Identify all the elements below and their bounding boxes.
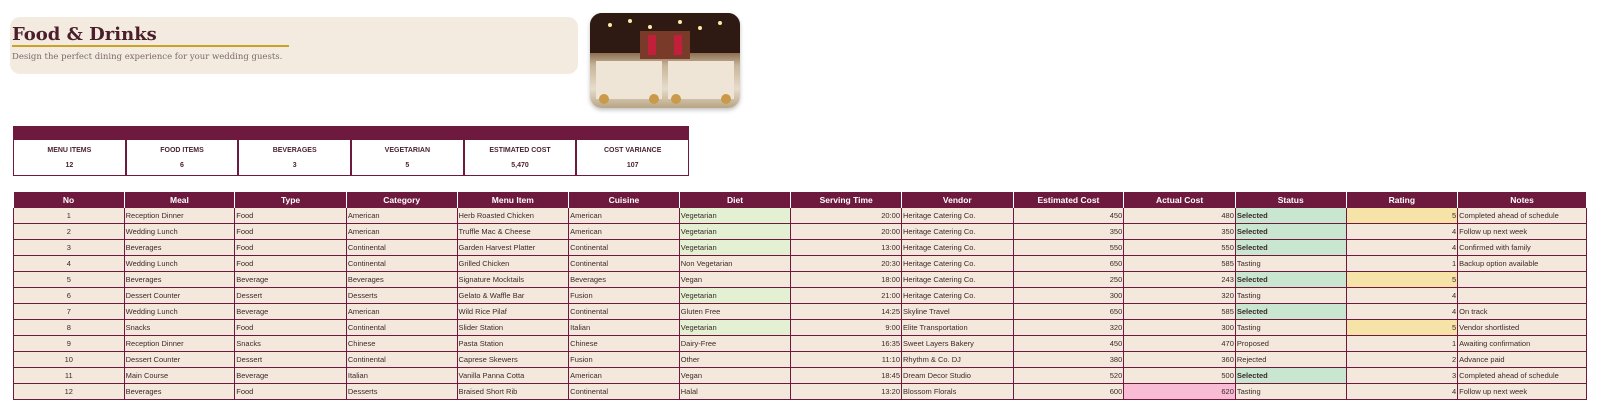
column-header[interactable]: Status [1235, 192, 1346, 208]
kpi-menu-items [13, 140, 126, 176]
cell-meal[interactable]: Beverages [124, 240, 235, 256]
cell-status[interactable]: Selected [1235, 272, 1346, 288]
kpi-beverages [238, 140, 351, 176]
cell-notes[interactable]: Completed ahead of schedule [1458, 208, 1587, 224]
cell-menu-item[interactable]: Pasta Station [457, 336, 569, 352]
table-header-row [14, 192, 1587, 208]
cell-serving-time[interactable]: 9:00 [791, 320, 902, 336]
cell-diet[interactable]: Other [679, 352, 791, 368]
cell-no[interactable]: 12 [14, 384, 125, 400]
cell-category[interactable]: Beverages [346, 272, 457, 288]
cell-status[interactable]: Proposed [1235, 336, 1346, 352]
cell-no[interactable]: 4 [14, 256, 125, 272]
kpi-band [13, 126, 689, 140]
cell-notes[interactable]: Completed ahead of schedule [1458, 368, 1587, 384]
cell-no[interactable]: 6 [14, 288, 125, 304]
banquet-image-icon [590, 13, 740, 108]
cell-diet[interactable]: Dairy-Free [679, 336, 791, 352]
cell-cuisine[interactable]: Continental [569, 240, 680, 256]
kpi-label: COST VARIANCE [603, 147, 662, 154]
cell-vendor[interactable]: Heritage Catering Co. [902, 288, 1014, 304]
cell-meal[interactable]: Wedding Lunch [124, 224, 235, 240]
column-header[interactable]: Diet [679, 192, 791, 208]
table-row[interactable] [14, 304, 1587, 320]
cell-cuisine[interactable]: Fusion [569, 352, 680, 368]
cell-no[interactable]: 11 [14, 368, 125, 384]
cell-estimated-cost[interactable]: 650 [1013, 304, 1124, 320]
cell-serving-time[interactable]: 18:45 [791, 368, 902, 384]
cell-cuisine[interactable]: Italian [569, 320, 680, 336]
cell-status[interactable]: Tasting [1235, 320, 1346, 336]
cell-no[interactable]: 8 [14, 320, 125, 336]
cell-cuisine[interactable]: Continental [569, 256, 680, 272]
cell-meal[interactable]: Dessert Counter [124, 352, 235, 368]
cell-category[interactable]: Desserts [346, 384, 457, 400]
cell-menu-item[interactable]: Caprese Skewers [457, 352, 569, 368]
cell-diet[interactable]: Vegetarian [679, 288, 791, 304]
cell-rating[interactable]: 4 [1346, 224, 1458, 240]
cell-no[interactable]: 1 [14, 208, 125, 224]
cell-estimated-cost[interactable]: 250 [1013, 272, 1124, 288]
cell-estimated-cost[interactable]: 450 [1013, 208, 1124, 224]
cell-rating[interactable]: 1 [1346, 336, 1458, 352]
cell-actual-cost[interactable]: 320 [1124, 288, 1236, 304]
table-row[interactable] [14, 320, 1587, 336]
cell-serving-time[interactable]: 16:35 [791, 336, 902, 352]
cell-status[interactable]: Selected [1235, 304, 1346, 320]
table-row[interactable] [14, 288, 1587, 304]
cell-notes[interactable] [1458, 272, 1587, 288]
cell-type[interactable]: Food [235, 256, 347, 272]
cell-meal[interactable]: Reception Dinner [124, 208, 235, 224]
kpi-value: 3 [292, 162, 297, 169]
cell-estimated-cost[interactable]: 520 [1013, 368, 1124, 384]
cell-no[interactable]: 9 [14, 336, 125, 352]
banquet-photo [590, 13, 740, 108]
table-body [14, 208, 1587, 400]
cell-category[interactable]: American [346, 224, 457, 240]
cell-notes[interactable] [1458, 288, 1587, 304]
cell-type[interactable]: Food [235, 384, 347, 400]
cell-diet[interactable]: Halal [679, 384, 791, 400]
cell-actual-cost[interactable]: 500 [1124, 368, 1236, 384]
cell-no[interactable]: 3 [14, 240, 125, 256]
cell-rating[interactable]: 5 [1346, 208, 1458, 224]
kpi-vegetarian [351, 140, 464, 176]
cell-actual-cost[interactable]: 620 [1124, 384, 1236, 400]
cell-meal[interactable]: Wedding Lunch [124, 256, 235, 272]
cell-cuisine[interactable]: American [569, 208, 680, 224]
cell-estimated-cost[interactable]: 350 [1013, 224, 1124, 240]
cell-menu-item[interactable]: Wild Rice Pilaf [457, 304, 569, 320]
cell-type[interactable]: Snacks [235, 336, 347, 352]
kpi-label: FOOD ITEMS [160, 147, 204, 154]
cell-type[interactable]: Beverage [235, 368, 347, 384]
cell-diet[interactable]: Gluten Free [679, 304, 791, 320]
cell-status[interactable]: Tasting [1235, 384, 1346, 400]
cell-vendor[interactable]: Dream Decor Studio [902, 368, 1014, 384]
cell-vendor[interactable]: Blossom Florals [902, 384, 1014, 400]
cell-rating[interactable]: 3 [1346, 368, 1458, 384]
cell-estimated-cost[interactable]: 550 [1013, 240, 1124, 256]
table-row[interactable] [14, 224, 1587, 240]
cell-type[interactable]: Dessert [235, 352, 347, 368]
cell-serving-time[interactable]: 11:10 [791, 352, 902, 368]
cell-menu-item[interactable]: Braised Short Rib [457, 384, 569, 400]
cell-meal[interactable]: Beverages [124, 384, 235, 400]
cell-notes[interactable]: Backup option available [1458, 256, 1587, 272]
cell-actual-cost[interactable]: 585 [1124, 256, 1236, 272]
table-row[interactable] [14, 256, 1587, 272]
cell-diet[interactable]: Vegan [679, 368, 791, 384]
cell-notes[interactable]: Confirmed with family [1458, 240, 1587, 256]
cell-cuisine[interactable]: Fusion [569, 288, 680, 304]
cell-category[interactable]: American [346, 208, 457, 224]
column-header[interactable]: Estimated Cost [1013, 192, 1124, 208]
cell-diet[interactable]: Vegetarian [679, 224, 791, 240]
cell-menu-item[interactable]: Slider Station [457, 320, 569, 336]
cell-vendor[interactable]: Heritage Catering Co. [902, 256, 1014, 272]
cell-category[interactable]: Chinese [346, 336, 457, 352]
table-row[interactable] [14, 240, 1587, 256]
kpi-value: 5,470 [511, 162, 529, 169]
cell-menu-item[interactable]: Gelato & Waffle Bar [457, 288, 569, 304]
cell-vendor[interactable]: Heritage Catering Co. [902, 240, 1014, 256]
cell-menu-item[interactable]: Vanilla Panna Cotta [457, 368, 569, 384]
kpi-label: BEVERAGES [272, 147, 317, 154]
column-header[interactable]: Cuisine [569, 192, 680, 208]
cell-menu-item[interactable]: Herb Roasted Chicken [457, 208, 569, 224]
cell-menu-item[interactable]: Truffle Mac & Cheese [457, 224, 569, 240]
cell-vendor[interactable]: Heritage Catering Co. [902, 272, 1014, 288]
cell-vendor[interactable]: Heritage Catering Co. [902, 224, 1014, 240]
cell-cuisine[interactable]: Continental [569, 384, 680, 400]
cell-no[interactable]: 5 [14, 272, 125, 288]
cell-serving-time[interactable]: 21:00 [791, 288, 902, 304]
table-row[interactable] [14, 208, 1587, 224]
cell-status[interactable]: Tasting [1235, 256, 1346, 272]
cell-actual-cost[interactable]: 550 [1124, 240, 1236, 256]
cell-notes[interactable]: Follow up next week [1458, 224, 1587, 240]
cell-estimated-cost[interactable]: 450 [1013, 336, 1124, 352]
kpi-estimated-cost [464, 140, 577, 176]
cell-rating[interactable]: 1 [1346, 256, 1458, 272]
cell-vendor[interactable]: Rhythm & Co. DJ [902, 352, 1014, 368]
cell-category[interactable]: Italian [346, 368, 457, 384]
cell-type[interactable]: Food [235, 224, 347, 240]
cell-vendor[interactable]: Skyline Travel [902, 304, 1014, 320]
cell-notes[interactable]: On track [1458, 304, 1587, 320]
cell-cuisine[interactable]: Continental [569, 304, 680, 320]
cell-meal[interactable]: Beverages [124, 272, 235, 288]
column-header[interactable]: Rating [1346, 192, 1458, 208]
cell-serving-time[interactable]: 13:20 [791, 384, 902, 400]
cell-category[interactable]: Continental [346, 320, 457, 336]
cell-meal[interactable]: Dessert Counter [124, 288, 235, 304]
cell-vendor[interactable]: Sweet Layers Bakery [902, 336, 1014, 352]
cell-type[interactable]: Beverage [235, 272, 347, 288]
cell-estimated-cost[interactable]: 320 [1013, 320, 1124, 336]
kpi-label: MENU ITEMS [47, 147, 92, 154]
kpi-row [13, 140, 689, 176]
cell-no[interactable]: 7 [14, 304, 125, 320]
cell-rating[interactable]: 4 [1346, 240, 1458, 256]
cell-notes[interactable]: Advance paid [1458, 352, 1587, 368]
cell-serving-time[interactable]: 18:00 [791, 272, 902, 288]
column-header[interactable]: Actual Cost [1124, 192, 1236, 208]
cell-serving-time[interactable]: 20:00 [791, 224, 902, 240]
cell-estimated-cost[interactable]: 650 [1013, 256, 1124, 272]
column-header[interactable]: Category [346, 192, 457, 208]
cell-rating[interactable]: 4 [1346, 304, 1458, 320]
cell-notes[interactable]: Awaiting confirmation [1458, 336, 1587, 352]
cell-vendor[interactable]: Elite Transportation [902, 320, 1014, 336]
cell-diet[interactable]: Non Vegetarian [679, 256, 791, 272]
cell-vendor[interactable]: Heritage Catering Co. [902, 208, 1014, 224]
cell-status[interactable]: Selected [1235, 224, 1346, 240]
food-drinks-table [13, 192, 1587, 400]
cell-status[interactable]: Selected [1235, 240, 1346, 256]
cell-menu-item[interactable]: Garden Harvest Platter [457, 240, 569, 256]
cell-menu-item[interactable]: Grilled Chicken [457, 256, 569, 272]
kpi-value: 107 [626, 162, 639, 169]
cell-status[interactable]: Selected [1235, 208, 1346, 224]
kpi-value: 12 [65, 162, 74, 169]
table-row[interactable] [14, 336, 1587, 352]
table-row[interactable] [14, 368, 1587, 384]
column-header[interactable]: Vendor [902, 192, 1014, 208]
cell-rating[interactable]: 5 [1346, 272, 1458, 288]
table-row[interactable] [14, 352, 1587, 368]
page-subtitle: Design the perfect dining experience for your wedding guests. [12, 52, 283, 62]
cell-category[interactable]: Desserts [346, 288, 457, 304]
cell-serving-time[interactable]: 14:25 [791, 304, 902, 320]
cell-actual-cost[interactable]: 360 [1124, 352, 1236, 368]
header-card [10, 17, 578, 74]
cell-diet[interactable]: Vegetarian [679, 240, 791, 256]
column-header[interactable]: No [14, 192, 125, 208]
page-title: Food & Drinks [12, 24, 157, 45]
kpi-value: 6 [180, 162, 184, 169]
cell-actual-cost[interactable]: 470 [1124, 336, 1236, 352]
cell-estimated-cost[interactable]: 300 [1013, 288, 1124, 304]
cell-diet[interactable]: Vegetarian [679, 208, 791, 224]
cell-cuisine[interactable]: Beverages [569, 272, 680, 288]
cell-cuisine[interactable]: Chinese [569, 336, 680, 352]
cell-actual-cost[interactable]: 585 [1124, 304, 1236, 320]
cell-cuisine[interactable]: American [569, 224, 680, 240]
cell-rating[interactable]: 2 [1346, 352, 1458, 368]
cell-category[interactable]: Continental [346, 352, 457, 368]
cell-notes[interactable]: Follow up next week [1458, 384, 1587, 400]
title-underline [12, 45, 289, 47]
kpi-cost-variance [576, 140, 689, 176]
kpi-food-items [126, 140, 239, 176]
cell-category[interactable]: American [346, 304, 457, 320]
column-header[interactable]: Type [235, 192, 347, 208]
kpi-value: 5 [405, 162, 410, 169]
table-row[interactable] [14, 272, 1587, 288]
table-row[interactable] [14, 384, 1587, 400]
cell-no[interactable]: 2 [14, 224, 125, 240]
cell-cuisine[interactable]: American [569, 368, 680, 384]
cell-rating[interactable]: 4 [1346, 288, 1458, 304]
cell-serving-time[interactable]: 13:00 [791, 240, 902, 256]
column-header[interactable]: Serving Time [791, 192, 902, 208]
cell-actual-cost[interactable]: 480 [1124, 208, 1236, 224]
kpi-label: VEGETARIAN [384, 147, 431, 154]
cell-actual-cost[interactable]: 350 [1124, 224, 1236, 240]
column-header[interactable]: Meal [124, 192, 235, 208]
cell-diet[interactable]: Vegetarian [679, 320, 791, 336]
cell-status[interactable]: Rejected [1235, 352, 1346, 368]
cell-serving-time[interactable]: 20:00 [791, 208, 902, 224]
column-header[interactable]: Menu Item [457, 192, 569, 208]
cell-type[interactable]: Food [235, 320, 347, 336]
cell-type[interactable]: Beverage [235, 304, 347, 320]
cell-rating[interactable]: 5 [1346, 320, 1458, 336]
cell-meal[interactable]: Wedding Lunch [124, 304, 235, 320]
cell-status[interactable]: Selected [1235, 368, 1346, 384]
cell-meal[interactable]: Reception Dinner [124, 336, 235, 352]
cell-serving-time[interactable]: 20:30 [791, 256, 902, 272]
cell-estimated-cost[interactable]: 380 [1013, 352, 1124, 368]
cell-type[interactable]: Food [235, 240, 347, 256]
cell-diet[interactable]: Vegan [679, 272, 791, 288]
cell-category[interactable]: Continental [346, 240, 457, 256]
cell-no[interactable]: 10 [14, 352, 125, 368]
column-header[interactable]: Notes [1458, 192, 1587, 208]
cell-actual-cost[interactable]: 300 [1124, 320, 1236, 336]
cell-actual-cost[interactable]: 243 [1124, 272, 1236, 288]
cell-type[interactable]: Dessert [235, 288, 347, 304]
cell-menu-item[interactable]: Signature Mocktails [457, 272, 569, 288]
cell-status[interactable]: Tasting [1235, 288, 1346, 304]
cell-notes[interactable]: Vendor shortlisted [1458, 320, 1587, 336]
cell-meal[interactable]: Snacks [124, 320, 235, 336]
cell-type[interactable]: Food [235, 208, 347, 224]
cell-estimated-cost[interactable]: 600 [1013, 384, 1124, 400]
cell-rating[interactable]: 4 [1346, 384, 1458, 400]
cell-category[interactable]: Continental [346, 256, 457, 272]
cell-meal[interactable]: Main Course [124, 368, 235, 384]
kpi-label: ESTIMATED COST [489, 147, 551, 154]
